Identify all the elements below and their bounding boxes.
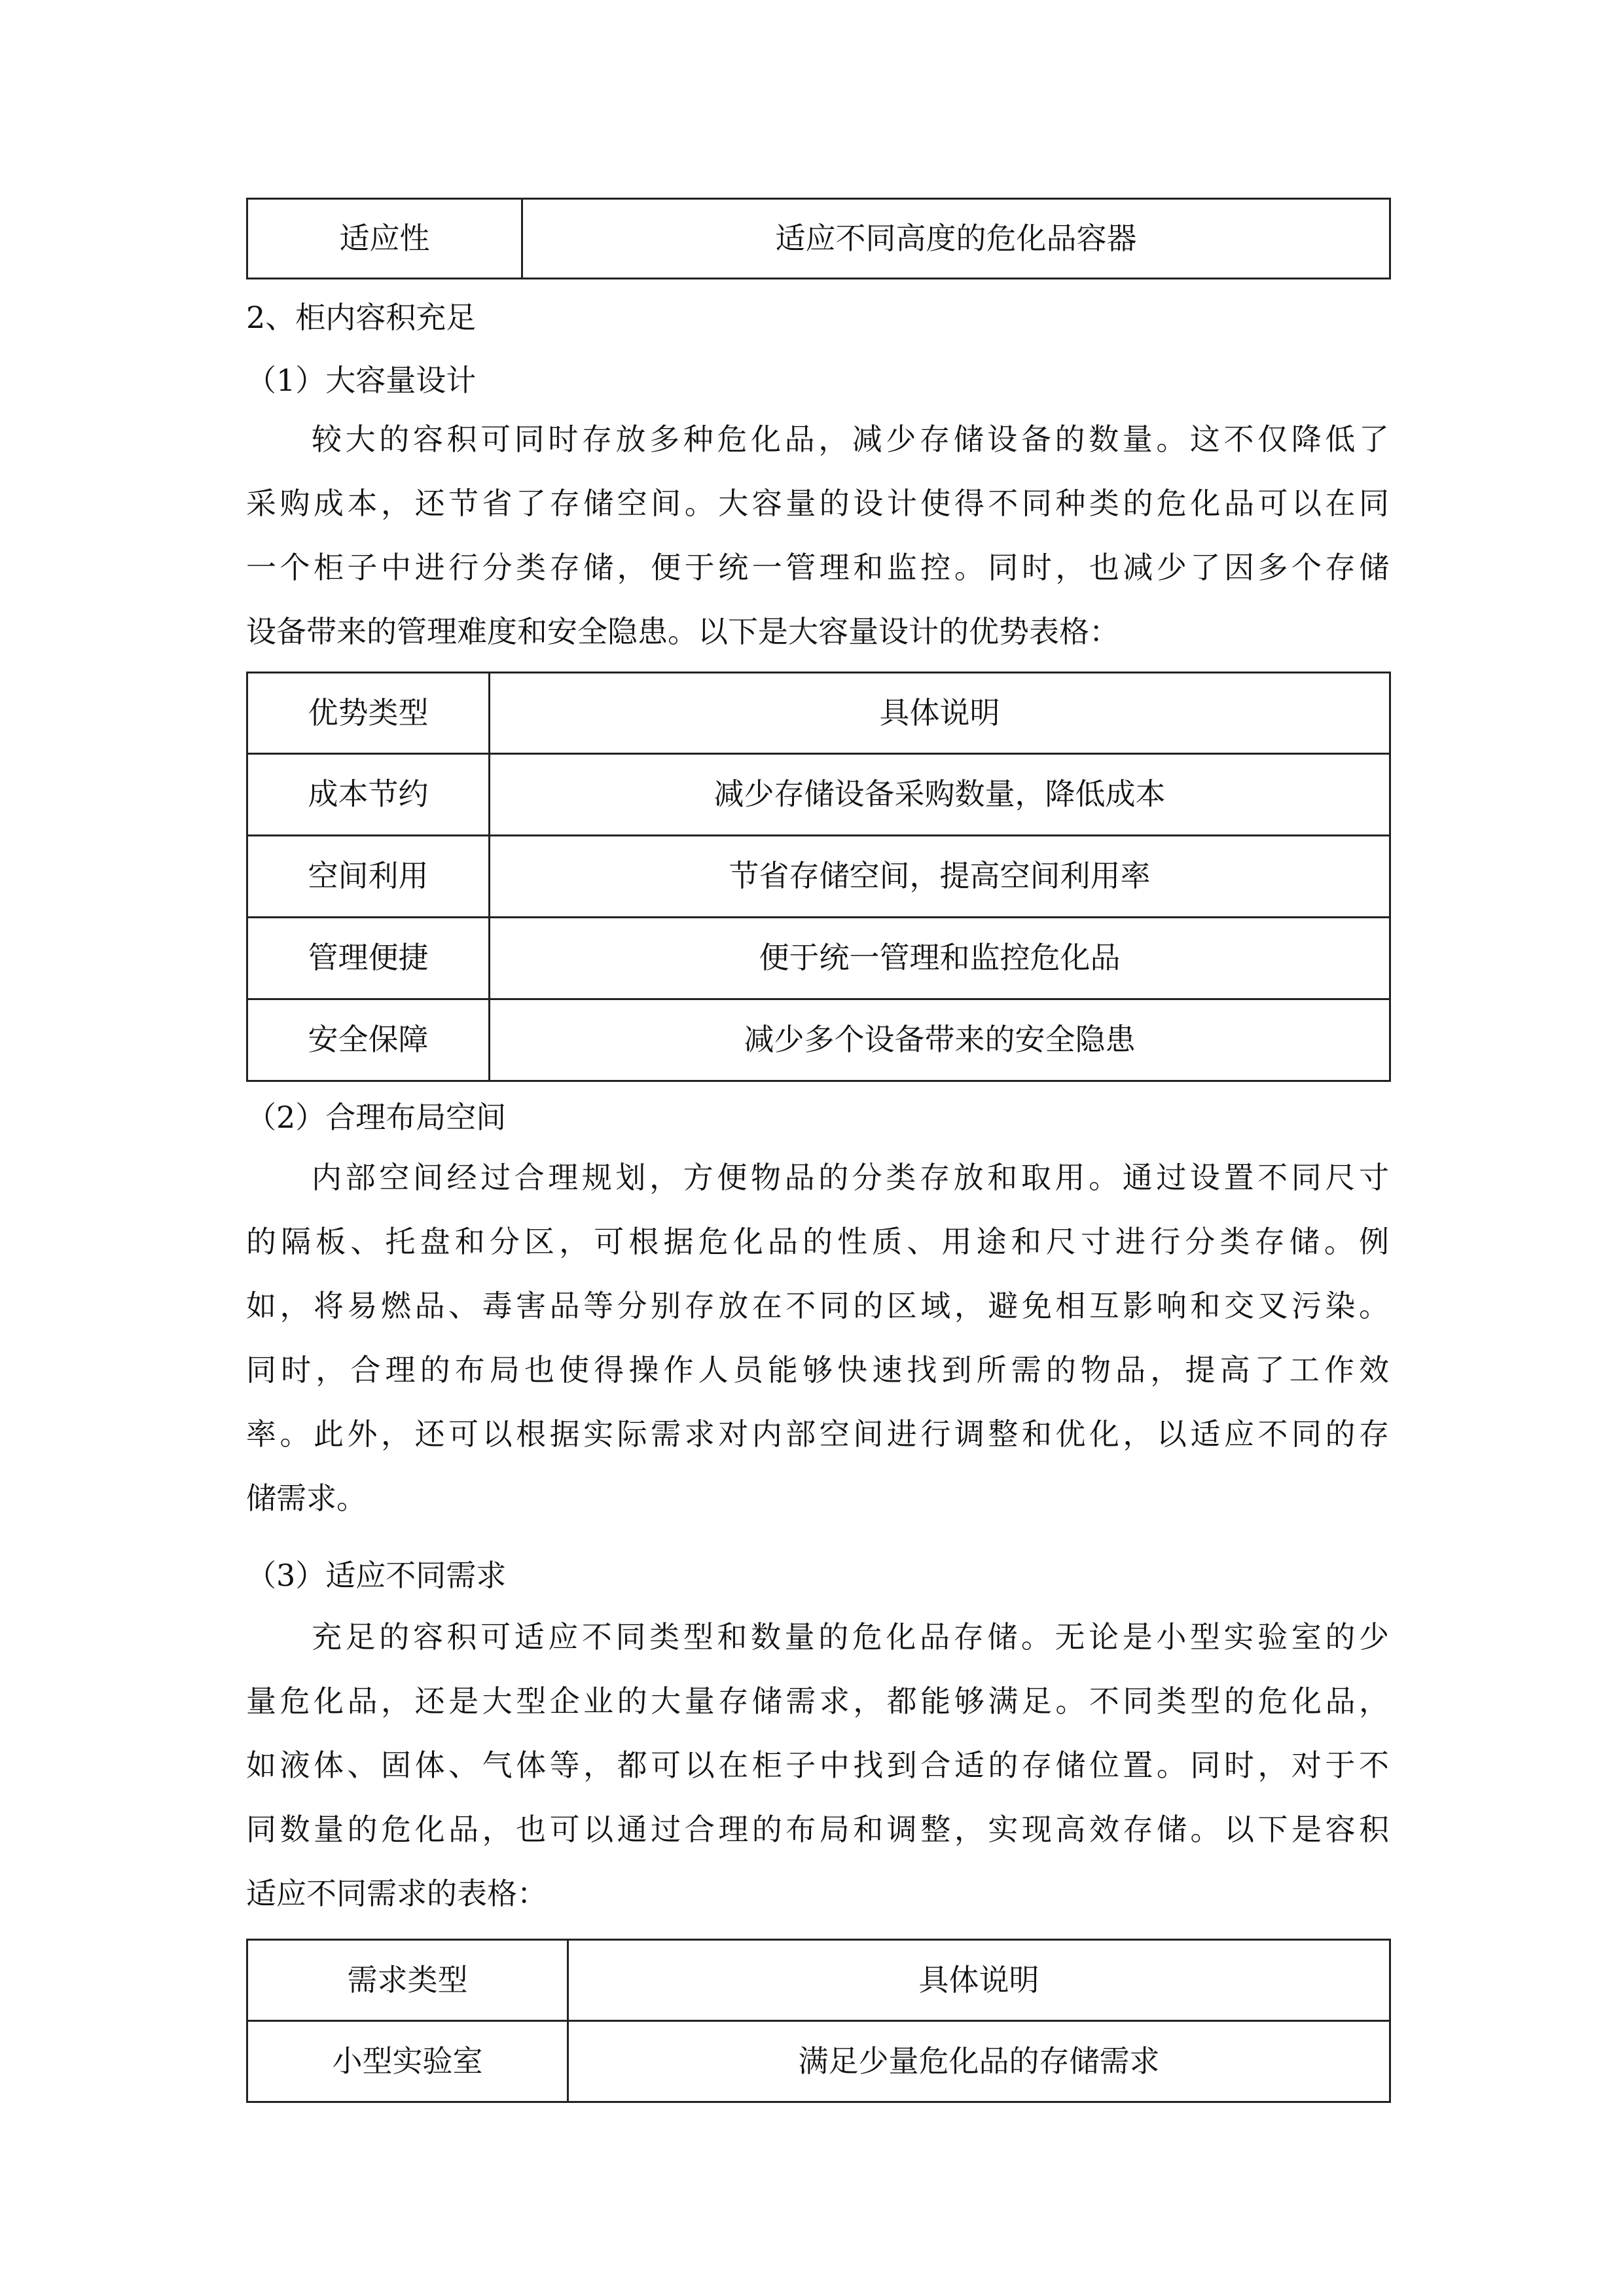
paragraph-line: 适应不同需求的表格：	[246, 1876, 547, 1911]
table-header-cell: 具体说明	[568, 1940, 1390, 2021]
table-cell-desc: 减少存储设备采购数量，降低成本	[490, 754, 1390, 836]
paragraph-line: 一个柜子中进行分类存储，便于统一管理和监控。同时，也减少了因多个存储	[246, 550, 1393, 585]
paragraph-line: 量危化品，还是大型企业的大量存储需求，都能够满足。不同类型的危化品，	[246, 1683, 1393, 1719]
table-row	[247, 754, 1390, 836]
paragraph-line: 采购成本，还节省了存储空间。大容量的设计使得不同种类的危化品可以在同	[246, 486, 1393, 521]
table-cell-label: 小型实验室	[247, 2021, 568, 2102]
table-cell-label: 管理便捷	[247, 918, 490, 999]
paragraph-line: 充足的容积可适应不同类型和数量的危化品存储。无论是小型实验室的少	[312, 1619, 1393, 1655]
table-cell-label: 适应性	[247, 199, 522, 279]
table-cell-label: 成本节约	[247, 754, 490, 836]
table-cell-desc: 节省存储空间，提高空间利用率	[490, 836, 1390, 918]
paragraph-line: 的隔板、托盘和分区，可根据危化品的性质、用途和尺寸进行分类存储。例	[246, 1224, 1394, 1259]
table-cell-desc: 减少多个设备带来的安全隐患	[490, 999, 1390, 1081]
section-heading: 2、柜内容积充足	[246, 300, 477, 335]
table-header-cell: 优势类型	[247, 673, 490, 754]
table-header-cell: 具体说明	[490, 673, 1390, 754]
advantage-table	[246, 672, 1391, 1082]
table-header-row	[247, 673, 1390, 754]
table-row	[247, 999, 1390, 1081]
table-cell-desc: 便于统一管理和监控危化品	[490, 918, 1390, 999]
table-cell-desc: 满足少量危化品的存储需求	[568, 2021, 1390, 2102]
table-header-cell: 需求类型	[247, 1940, 568, 2021]
paragraph-line: 较大的容积可同时存放多种危化品，减少存储设备的数量。这不仅降低了	[312, 422, 1393, 457]
paragraph-line: 如液体、固体、气体等，都可以在柜子中找到合适的存储位置。同时，对于不	[246, 1748, 1393, 1783]
table-header-row	[247, 1940, 1390, 2021]
table-row	[247, 2021, 1390, 2102]
subsection-heading: （1）大容量设计	[246, 363, 477, 398]
paragraph-line: 同数量的危化品，也可以通过合理的布局和调整，实现高效存储。以下是容积	[246, 1812, 1393, 1847]
table-cell-label: 空间利用	[247, 836, 490, 918]
demand-table	[246, 1939, 1391, 2103]
paragraph-line: 同时，合理的布局也使得操作人员能够快速找到所需的物品，提高了工作效	[246, 1352, 1394, 1388]
subsection-heading: （3）适应不同需求	[246, 1558, 507, 1593]
paragraph-line: 率。此外，还可以根据实际需求对内部空间进行调整和优化，以适应不同的存	[246, 1416, 1393, 1452]
table-row	[247, 199, 1390, 279]
paragraph-line: 储需求。	[246, 1480, 367, 1516]
table-row	[247, 836, 1390, 918]
paragraph-line: 内部空间经过合理规划，方便物品的分类存放和取用。通过设置不同尺寸	[312, 1160, 1393, 1195]
table-row	[247, 918, 1390, 999]
table-cell-desc: 适应不同高度的危化品容器	[522, 199, 1390, 279]
table-cell-label: 安全保障	[247, 999, 490, 1081]
paragraph-line: 设备带来的管理难度和安全隐患。以下是大容量设计的优势表格：	[246, 614, 1119, 649]
subsection-heading: （2）合理布局空间	[246, 1100, 507, 1135]
paragraph-line: 如，将易燃品、毒害品等分别存放在不同的区域，避免相互影响和交叉污染。	[246, 1288, 1393, 1323]
capability-table	[246, 198, 1391, 279]
